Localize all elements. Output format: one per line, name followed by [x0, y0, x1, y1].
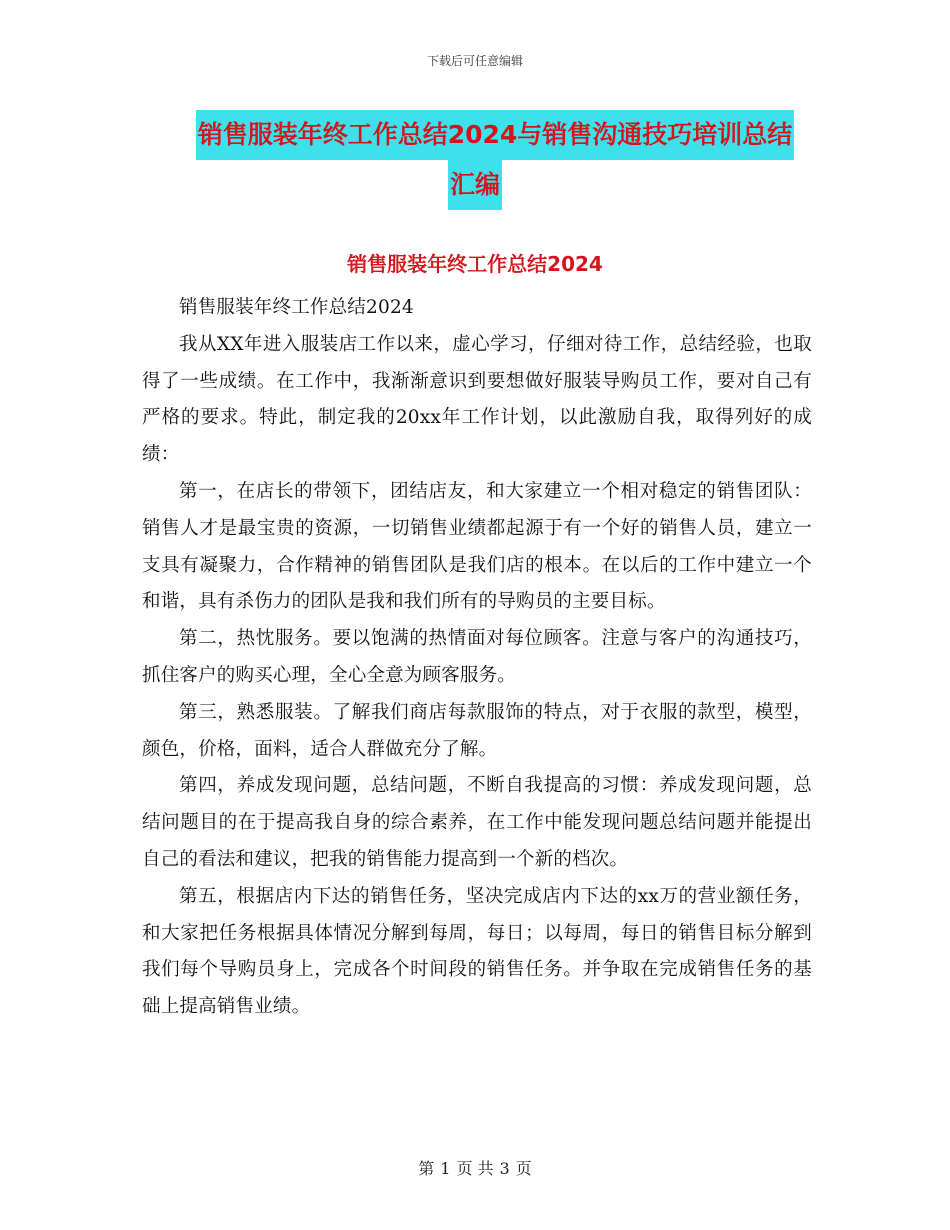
paragraph: 第三，熟悉服装。了解我们商店每款服饰的特点，对于衣服的款型，模型，颜色，价格，面料，适合人群做充分了解。: [142, 701, 812, 760]
paragraph: 我从XX年进入服装店工作以来，虚心学习，仔细对待工作，总结经验，也取得了一些成绩。在工作中，我渐渐意识到要想做好服装导购员工作，要对自己有严格的要求。特此，制定我的20xx年工作计划，以此激励自我，取得列好的成绩：: [142, 333, 812, 466]
paragraph: 第二，热忱服务。要以饱满的热情面对每位顾客。注意与客户的沟通技巧，抓住客户的购买心理，全心全意为顾客服务。: [142, 628, 812, 686]
paragraph: 第四，养成发现问题，总结问题，不断自我提高的习惯：养成发现问题，总结问题目的在于提高我自身的综合素养，在工作中能发现问题总结问题并能提出自己的看法和建议，把我的销售能力提高到一个新的档次。: [142, 775, 812, 870]
document-title: [0, 110, 950, 210]
page-header-note: 下载后可任意编辑: [426, 54, 523, 68]
document-title-line-1: 销售服装年终工作总结2024与销售沟通技巧培训总结: [196, 110, 795, 160]
footer-suffix: 页: [515, 1159, 532, 1178]
paragraph: 销售服装年终工作总结2024: [179, 297, 414, 318]
footer-total-pages: 3: [499, 1159, 510, 1178]
document-body: [142, 290, 812, 1026]
page-footer: [0, 1156, 950, 1179]
footer-prefix: 第: [418, 1159, 435, 1178]
document-title-line-2: 汇编: [448, 160, 502, 210]
paragraph: 第一，在店长的带领下，团结店友，和大家建立一个相对稳定的销售团队：销售人才是最宝贵的资源，一切销售业绩都起源于有一个好的销售人员，建立一支具有凝聚力，合作精神的销售团队是我们店的根本。在以后的工作中建立一个和谐，具有杀伤力的团队是我和我们所有的导购员的主要目标。: [142, 480, 812, 613]
footer-page-number: 1: [440, 1159, 451, 1178]
paragraph: 第五，根据店内下达的销售任务，坚决完成店内下达的xx万的营业额任务，和大家把任务根据具体情况分解到每周，每日；以每周，每日的销售目标分解到我们每个导购员身上，完成各个时间段的销售任务。并争取在完成销售任务的基础上提高销售业绩。: [142, 885, 812, 1018]
section-title: 销售服装年终工作总结2024: [347, 252, 603, 276]
footer-middle: 页 共: [456, 1159, 494, 1178]
